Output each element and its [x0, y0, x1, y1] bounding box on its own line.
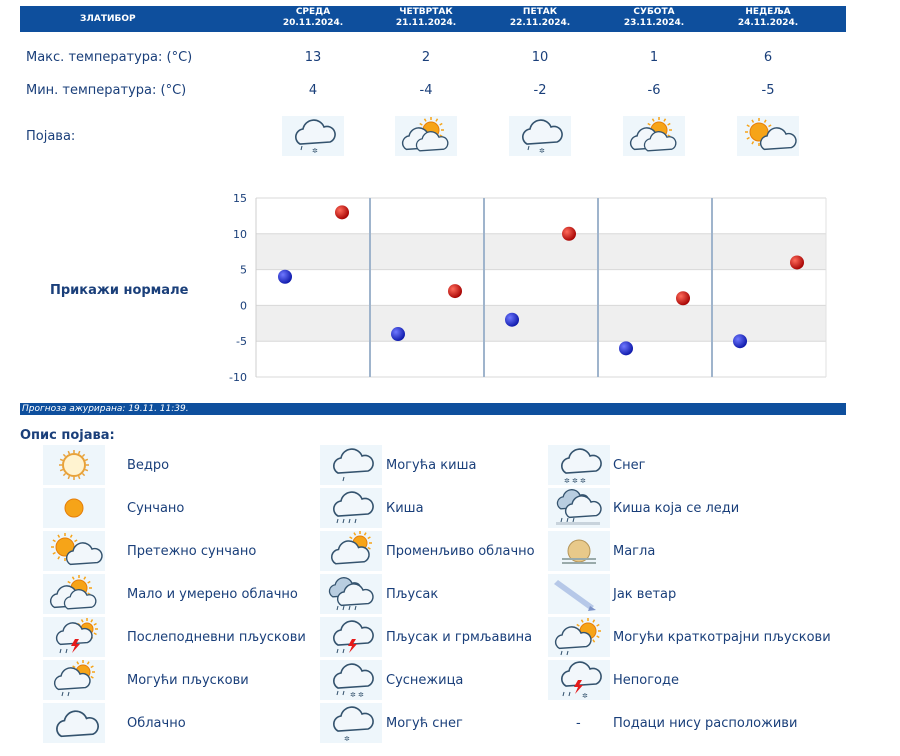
legend-label: Могућа киша	[386, 458, 477, 473]
svg-text:✲: ✲	[539, 147, 545, 155]
y-tick-label: 10	[233, 227, 247, 241]
show-normals-link[interactable]: Прикажи нормале	[50, 283, 189, 298]
min-temp-value: 4	[308, 83, 318, 98]
rain-icon	[320, 488, 382, 528]
sunny-icon	[43, 488, 105, 528]
legend-label: Претежно сунчано	[127, 544, 257, 559]
day-name: НЕДЕЉА	[745, 7, 791, 17]
y-tick-label: -5	[236, 335, 247, 349]
min-temp-point	[733, 334, 747, 348]
location-title: ЗЛАТИБОР	[80, 14, 136, 24]
freezing-rain-icon	[548, 488, 610, 528]
svg-text:✲: ✲	[572, 477, 578, 485]
mostly-sunny-icon	[43, 531, 105, 571]
max-temp-point	[448, 284, 462, 298]
variable-cloud-icon	[320, 531, 382, 571]
y-tick-label: -10	[229, 371, 247, 384]
storm-icon	[548, 660, 610, 700]
max-temp-point	[790, 255, 804, 269]
max-temp-value: 2	[421, 50, 431, 65]
max-temp-label: Макс. температура: (°C)	[26, 50, 193, 65]
legend-title: Опис појава:	[20, 428, 115, 443]
fog-icon	[548, 531, 610, 571]
min-temp-point	[278, 270, 292, 284]
forecast-updated: Прогноза ажурирана: 19.11. 11:39.	[20, 403, 846, 415]
min-temp-label: Мин. температура: (°C)	[26, 83, 187, 98]
day-date: 24.11.2024.	[737, 18, 799, 28]
legend-label: Могући пљускови	[127, 673, 249, 688]
legend-label: Пљусак	[386, 587, 439, 602]
legend-label: Могућ снег	[386, 716, 463, 731]
legend-label: Сунчано	[127, 501, 185, 516]
svg-text:✲: ✲	[344, 735, 350, 743]
legend-label: Облачно	[127, 716, 186, 731]
min-temp-value: -6	[647, 83, 661, 98]
legend-label: Променљиво облачно	[386, 544, 535, 559]
afternoon-showers-icon	[43, 617, 105, 657]
max-temp-point	[562, 227, 576, 241]
max-temp-value: 10	[531, 50, 549, 65]
partly-cloudy-icon	[43, 574, 105, 614]
day-name: ПЕТАК	[522, 7, 558, 17]
max-temp-point	[335, 205, 349, 219]
max-temp-point	[676, 291, 690, 305]
svg-text:✲: ✲	[564, 477, 570, 485]
thunderstorm-icon	[320, 617, 382, 657]
possible-rain-icon	[320, 445, 382, 485]
snow-icon	[548, 445, 610, 485]
day-date: 21.11.2024.	[395, 18, 457, 28]
svg-text:✲: ✲	[312, 147, 318, 155]
svg-text:✲: ✲	[582, 692, 588, 700]
svg-text:✲: ✲	[358, 691, 364, 699]
min-temp-value: -2	[533, 83, 547, 98]
no-data-dash: -	[576, 716, 581, 731]
legend-label: Непогоде	[613, 673, 679, 688]
svg-text:✲: ✲	[350, 691, 356, 699]
legend-label: Киша која се леди	[613, 501, 740, 516]
day-date: 23.11.2024.	[623, 18, 685, 28]
sleet-icon	[320, 660, 382, 700]
short-showers-icon	[548, 617, 610, 657]
phenomenon-label: Појава:	[26, 129, 76, 144]
min-temp-value: -4	[419, 83, 433, 98]
strong-wind-icon	[548, 574, 610, 614]
min-temp-point	[619, 341, 633, 355]
legend-label: Подаци нису расположиви	[613, 716, 798, 731]
min-temp-point	[391, 327, 405, 341]
legend-label: Ведро	[127, 458, 170, 473]
legend-label: Могући краткотрајни пљускови	[613, 630, 831, 645]
shower-icon	[320, 574, 382, 614]
cloudy-icon	[43, 703, 105, 743]
legend-label: Мало и умерено облачно	[127, 587, 298, 602]
possible-showers-icon	[43, 660, 105, 700]
max-temp-value: 1	[649, 50, 659, 65]
y-tick-label: 5	[240, 263, 247, 277]
legend-label: Пљусак и грмљавина	[386, 630, 533, 645]
svg-text:✲: ✲	[580, 477, 586, 485]
max-temp-value: 13	[304, 50, 322, 65]
y-tick-label: 15	[233, 192, 247, 205]
legend-label: Снег	[613, 458, 646, 473]
legend-label: Послеподневни пљускови	[127, 630, 306, 645]
legend-label: Јак ветар	[613, 587, 677, 602]
legend-label: Магла	[613, 544, 656, 559]
legend-label: Суснежица	[386, 673, 464, 688]
day-name: СУБОТА	[633, 7, 675, 17]
clear-sky-icon	[43, 445, 105, 485]
min-temp-value: -5	[761, 83, 775, 98]
day-name: ЧЕТВРТАК	[399, 7, 453, 17]
day-date: 22.11.2024.	[509, 18, 571, 28]
chart-band	[256, 234, 826, 270]
max-temp-value: 6	[763, 50, 773, 65]
y-tick-label: 0	[240, 299, 247, 313]
min-temp-point	[505, 313, 519, 327]
possible-snow-icon	[320, 703, 382, 743]
day-name: СРЕДА	[295, 7, 331, 17]
day-date: 20.11.2024.	[282, 18, 344, 28]
legend-label: Киша	[386, 501, 424, 516]
